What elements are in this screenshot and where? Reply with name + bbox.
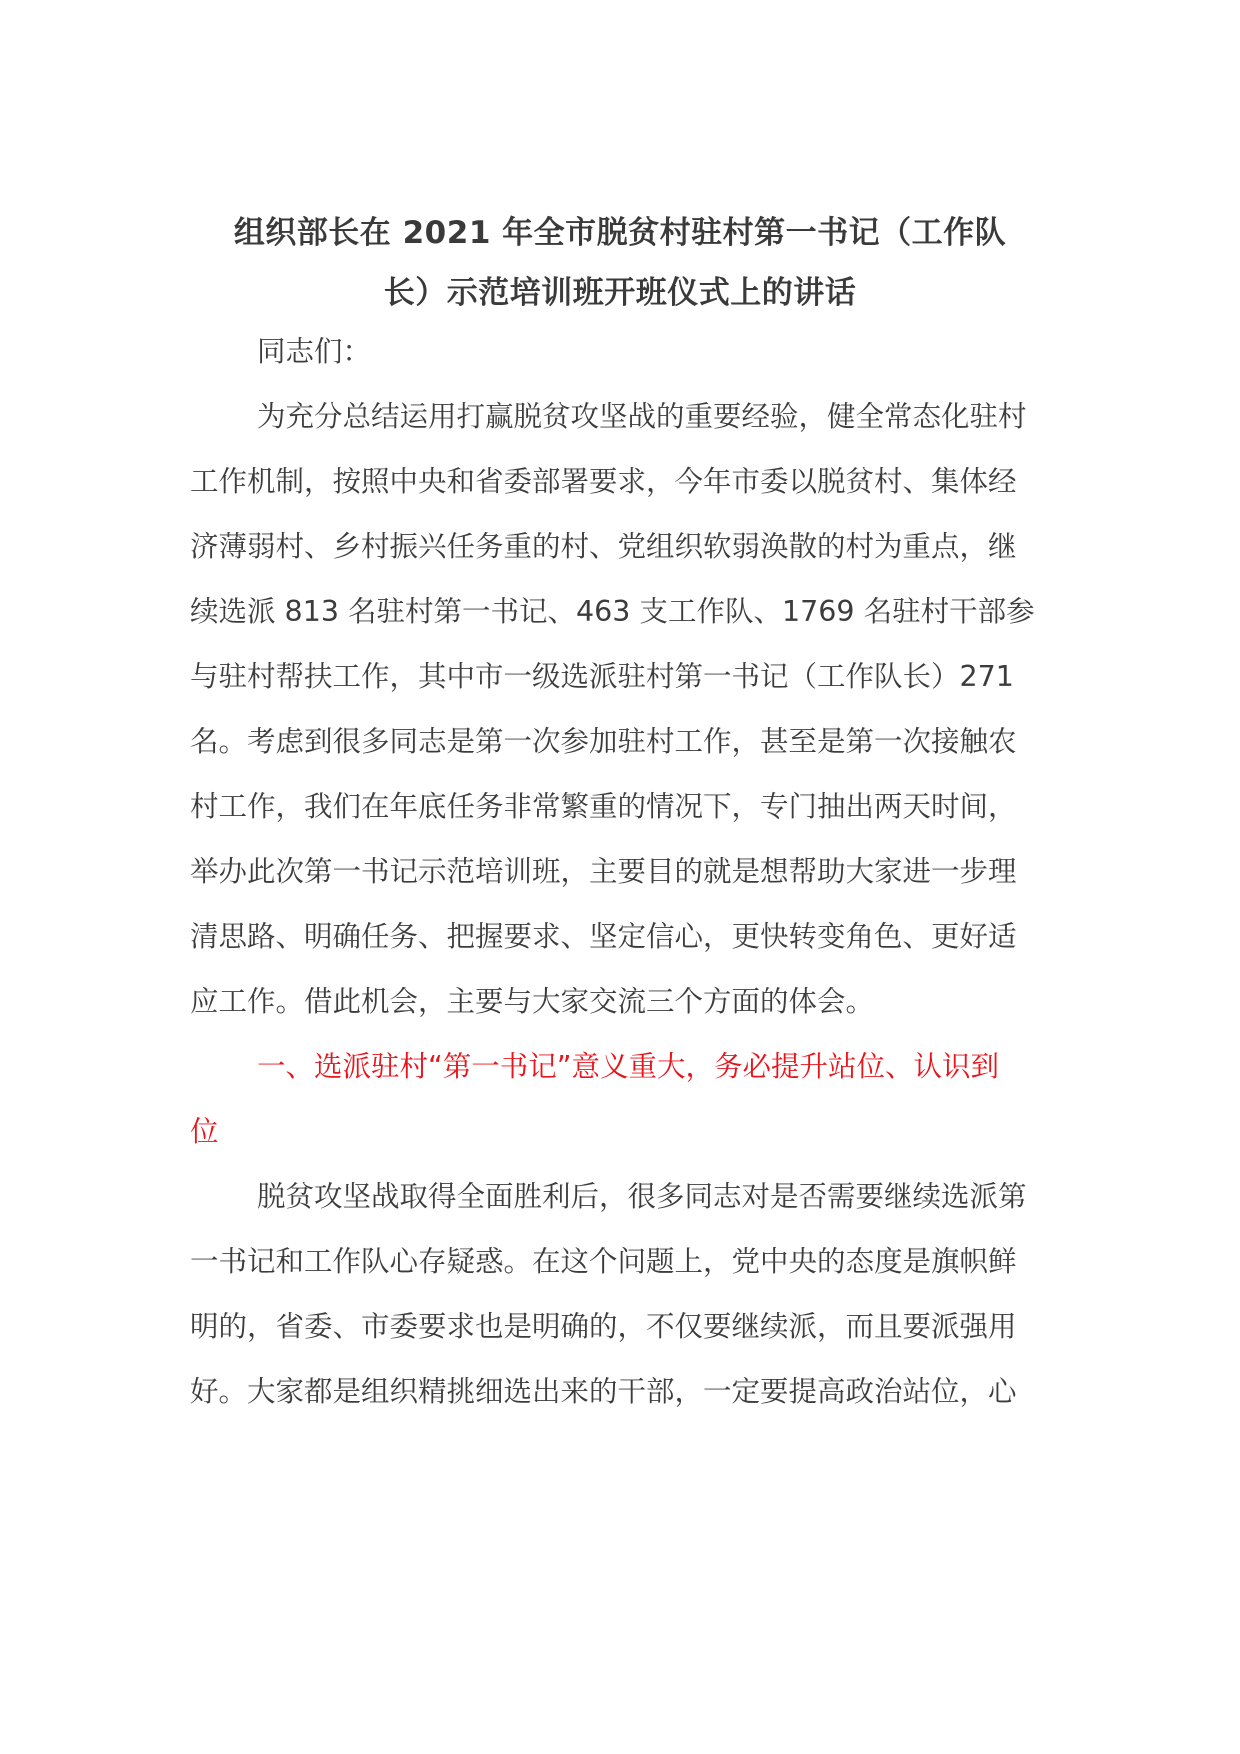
heading-line: 一、选派驻村“第一书记”意义重大，务必提升站位、认识到 xyxy=(257,1050,1000,1083)
salutation: 同志们： xyxy=(257,335,372,368)
paragraph-2 xyxy=(190,1164,1050,1424)
heading-line: 位 xyxy=(190,1115,219,1148)
paragraph-line: 为充分总结运用打赢脱贫攻坚战的重要经验，健全常态化驻村 xyxy=(257,400,1027,433)
paragraph-line: 村工作，我们在年底任务非常繁重的情况下，专门抽出两天时间， xyxy=(190,790,1017,823)
title-line: 组织部长在 2021 年全市脱贫村驻村第一书记（工作队 xyxy=(233,215,1007,251)
document-title xyxy=(190,203,1050,323)
paragraph-line: 举办此次第一书记示范培训班，主要目的就是想帮助大家进一步理 xyxy=(190,855,1017,888)
paragraph-line: 名。考虑到很多同志是第一次参加驻村工作，甚至是第一次接触农 xyxy=(190,725,1017,758)
paragraph-line: 一书记和工作队心存疑惑。在这个问题上，党中央的态度是旗帜鲜 xyxy=(190,1245,1017,1278)
title-line: 长）示范培训班开班仪式上的讲话 xyxy=(383,275,857,311)
paragraph-line: 续选派 813 名驻村第一书记、463 支工作队、1769 名驻村干部参 xyxy=(190,595,1035,628)
paragraph-line: 应工作。借此机会，主要与大家交流三个方面的体会。 xyxy=(190,985,875,1018)
paragraph-line: 明的，省委、市委要求也是明确的，不仅要继续派，而且要派强用 xyxy=(190,1310,1017,1343)
paragraph-line: 脱贫攻坚战取得全面胜利后，很多同志对是否需要继续选派第 xyxy=(257,1180,1027,1213)
paragraph-line: 工作机制，按照中央和省委部署要求，今年市委以脱贫村、集体经 xyxy=(190,465,1017,498)
section-heading-1 xyxy=(190,1034,1050,1164)
paragraph-line: 与驻村帮扶工作，其中市一级选派驻村第一书记（工作队长）271 xyxy=(190,660,1014,693)
document-body xyxy=(190,319,1050,1424)
paragraph-1 xyxy=(190,384,1050,1034)
paragraph-line: 济薄弱村、乡村振兴任务重的村、党组织软弱涣散的村为重点，继 xyxy=(190,530,1017,563)
paragraph-line: 清思路、明确任务、把握要求、坚定信心，更快转变角色、更好适 xyxy=(190,920,1017,953)
paragraph-line: 好。大家都是组织精挑细选出来的干部，一定要提高政治站位，心 xyxy=(190,1375,1017,1408)
